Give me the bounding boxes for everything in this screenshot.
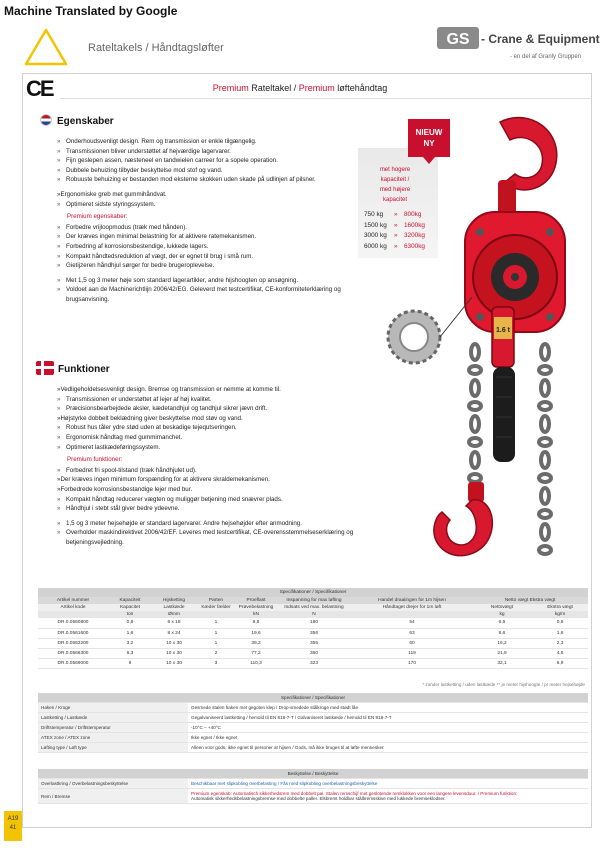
- list-item: » Robust hus tåler ydre stød uden at beskadige tejequtseringen.: [57, 423, 367, 433]
- arrow-icon: »: [394, 221, 398, 229]
- list-item: » Kompakt håndtedsreduktion af vægt, der er egnet til brug i små rum.: [57, 252, 367, 262]
- list-item: » Der kræves ingen minimal belastning for at aktivere ratemekanismen.: [57, 232, 367, 242]
- protection-table-title: Beskyttelse / Beskyttelse: [38, 769, 588, 779]
- list-item: » Voldoet aan de Machinerichtlijn 2006/42/EG. Geleverd met testcertifikat, CE-konformiteterklæring og brugsanvisning.: [57, 285, 367, 304]
- table-row: Driftstemperatur / Driftstemperatur -10°C – +40°C: [38, 723, 588, 733]
- capacity-note: met hogere kapaciteit / med højere kapacitet: [379, 167, 411, 203]
- header-title: Rateltakels / Håndtagsløfter: [88, 42, 224, 54]
- table-row: Løfting type / Løft type Alleen voor gods, ikke egnet til personer at hijsen / Gods, må ikke bruges til at løfte mennesker: [38, 743, 588, 753]
- new-badge-line2: NY: [423, 139, 435, 148]
- table-row: DR.0.0563200 3,2 10 x 30 1 39,2 356 60 16,2 2,3: [38, 638, 588, 648]
- company-logo-icon: [437, 27, 479, 49]
- table-row: Rem / Bremse Premium egenskab: Automatisch sikkerhedsrem med dobbelt pal. Stalen remschijf met geslotende remklokken voor een langere levensduur. / Premium funktion: Automatisk sikkerhedsbelastningsbremse med dobbelte paller. Elsbremt holdbar stålbremsskive med lukkede bremseklodser.: [38, 789, 588, 804]
- product-title: [0, 83, 600, 93]
- features-list-nl: [57, 137, 367, 305]
- section-heading-egenskaber: Egenskaber: [57, 116, 114, 127]
- top-hook-icon: [500, 118, 557, 190]
- capacity-row: 3000 kg » 3200kg: [364, 231, 425, 242]
- list-item: »Højstyrke dobbelt beklædning giver beskyttelse mod støv og vand.: [57, 414, 243, 422]
- list-item: » Overholder maskindirektivet 2006/42/EF. Leveres med testcertifikat, CE-overensstemmelseserklæring og betjeningsvejledning.: [57, 528, 367, 547]
- page-code: A19: [7, 816, 19, 822]
- arrow-icon: »: [394, 242, 398, 250]
- spec-table-title: Specifikationer / Specifikationer: [38, 588, 588, 597]
- list-item: »Forbedrede korrosionsbestandige lejer med bur.: [57, 485, 193, 493]
- features-list-dk: [57, 385, 367, 548]
- premium-heading-nl: Premium egenskaber:: [67, 213, 128, 221]
- table-row: DR.0.0560800 0,8 6 x 18 1 9,8 180 54 6,6 0,9: [38, 618, 588, 628]
- lever-hoist-illustration: [380, 112, 580, 572]
- list-item: » Håndhjul i stebt stål giver bedre ydeevne.: [57, 504, 367, 514]
- list-item: » Forbedret fri spool-tilstand (træk håndhjulet ud).: [57, 466, 367, 476]
- list-item: » Dubbele behuizing tilbyder beskyttelse mod stof og vand.: [57, 166, 367, 176]
- capacity-row: 750 kg » 800kg: [364, 210, 425, 221]
- protection-table: [38, 769, 588, 804]
- specifications-table-2: [38, 693, 588, 753]
- netherlands-flag-icon: [40, 114, 52, 126]
- list-item: » Optimeret sidste styringssystem.: [57, 200, 367, 210]
- list-item: » Forbedre vrijloopmodus (træk med hånden).: [57, 223, 367, 233]
- spec-table-2-title: Specifikationer / Specifikationer: [38, 693, 588, 703]
- bottom-hook-icon: [434, 500, 492, 556]
- page-number: 41: [9, 825, 17, 831]
- arrow-icon: »: [394, 232, 398, 239]
- table-row: Haken / Kroge Gesmede stalen haken met gegoten klep / Drop-smedede stålkroge med stødt låe: [38, 703, 588, 713]
- list-item: » Gietijzeren håndhjul sørger for bedre brugeroplevelse.: [57, 261, 367, 271]
- list-item: » Transmissionen bliver understøttet af hejværdige lagervarer.: [57, 147, 367, 157]
- product-title-part-2: Rateltakel /: [248, 83, 299, 93]
- list-item: » Onderhoudsvenligt design. Rem og transmission er enkle tilgængelig.: [57, 137, 367, 147]
- ce-mark: CE: [26, 76, 53, 101]
- table-row: Lastketting / Lastkæde Gegalvaniseerd lastketting / hemold til EN 818-7-T / Galvaniseret lastkæde / hemold til EN 818-7-T: [38, 713, 588, 723]
- premium-heading-dk: Premium funktioner:: [67, 456, 123, 464]
- list-item: » Kompakt håndtag reducerer vægten og muliggør betjening med snævrer plads.: [57, 495, 367, 505]
- logo-mark-text: GS: [446, 31, 470, 48]
- brand-subtitle: - en del af Granly Gruppen: [510, 54, 582, 60]
- list-item: » Fijn geslepen assen, næsteneel en tandwielen carreer for a sopele operation.: [57, 156, 367, 166]
- list-item: »Der kræves ingen minimum forspænding for at aktivere skraldemekanismen.: [57, 476, 270, 484]
- list-item: »Ergonomiske greb met gummihåndvat.: [57, 190, 167, 198]
- table-row: DR.0.0566300 6,3 10 x 30 2 77,2 360 119 21,9 4,6: [38, 648, 588, 658]
- warning-triangle-icon: [24, 28, 68, 66]
- table-row: DR.0.0561600 1,6 8 x 24 1 19,6 356 63 8,6 1,6: [38, 628, 588, 638]
- hoist-capacity-label: 1.6 t: [495, 327, 511, 334]
- new-badge-line1: NIEUW: [415, 128, 443, 137]
- list-item: » Forbedring af korrosionsbestendige, lukkede lagers.: [57, 242, 367, 252]
- product-title-premium-1: Premium: [212, 83, 249, 93]
- denmark-flag-icon: [36, 361, 54, 375]
- table-row: ATEX zone / ATEX zone Ikke egnet / Ikke egnet: [38, 733, 588, 743]
- list-item: » Met 1,5 og 3 meter høje som standard lagerartikler, andre hijshoogten op ansøgning.: [57, 276, 367, 286]
- section-heading-funktioner: Funktioner: [58, 364, 110, 375]
- translation-banner: Machine Translated by Google: [4, 4, 178, 18]
- brand-name: - Crane & Equipment: [481, 32, 600, 46]
- table-footnote: * zonder lastketting / uden lastkæde ** je meter hijshoogte / pr meter hejsehøjde: [422, 682, 585, 687]
- capacity-row: 6000 kg » 6300kg: [364, 242, 425, 253]
- list-item: » Ergonomisk håndtag med gummimanchet.: [57, 433, 367, 443]
- product-title-part-4: løftehåndtag: [334, 83, 388, 93]
- capacity-row: 1500 kg » 1600kg: [364, 221, 425, 232]
- table-row: DR.0.0569000 9 10 x 30 3 110,3 323 170 32,1 6,9: [38, 658, 588, 668]
- page-header: [0, 22, 600, 70]
- list-item: » Transmissionen er understøttet af lejer af høj kvalitet.: [57, 395, 367, 405]
- product-title-premium-2: Premium: [298, 83, 335, 93]
- list-item: » Optimeret lastkædeføringssystem.: [57, 443, 367, 453]
- arrow-icon: »: [394, 211, 398, 218]
- page-tab: [4, 811, 22, 841]
- list-item: » Præcisionsbearbejdede aksler, kædetandhjul og tandhjul sikrer jævn drift.: [57, 404, 367, 414]
- list-item: » 1,5 og 3 meter hejsehøjde er standard lagervarer. Andre hejsehøjder efter anmodning.: [57, 519, 367, 529]
- list-item: »Vedligeholdelsesvenligt design. Bremse og transmission er nemme at komme til.: [57, 386, 281, 393]
- list-item: » Robuuste behuizing er bestanden mod eksterne skokken uden skade på udlinjen af pilsner.: [57, 175, 367, 185]
- title-divider: [60, 98, 592, 99]
- specifications-table: Specifikationer / Specifikationer Artikel nummer Kapaciteit Hijsketting Parten Proeflast Inspanning for max løfting Handel draaiingen for 1m hijsen Netto vægt Ekstra vægt Artikel kode Kapacitet Lastkæde Kæder fælder Prøvebelastning Indsats ved max. belastning Håndtaget drejer for 1m løft Nettovægt Ekstra vægt ton Ømm kN N kg kg/m DR.0.0560800 0,8 6 x 18 1 9,8 180 54 6,6 0,9 DR.0.0561600 1,6 8 x 24 1 19,6 356 63 8,6 1,6 DR.0.0563200 3,2 10 x 30 1 39,2 356 60 16,2 2,3 DR.0.0566300 6,3 10 x 30 2 77,2 360 119 21,9 4,6 DR.0.0569000 9 10 x 30 3 110,3 323 170 32,1 6,9: [38, 588, 588, 669]
- table-row: Overlastkring / Overbelastningsbeskyttelse Beschikbaar met slipkobling overbelasting / Fås med slipkobling overbelastningsbeskyttelse: [38, 779, 588, 789]
